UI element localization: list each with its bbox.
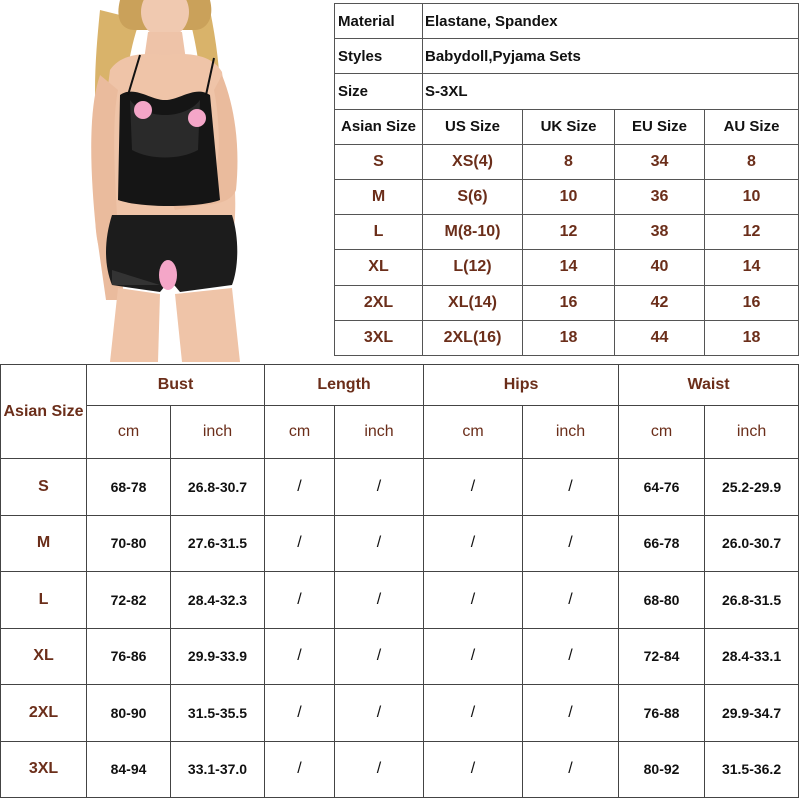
us-size-header: US Size [423, 109, 523, 144]
table-row [1, 685, 799, 742]
eu-size: 42 [615, 285, 705, 320]
size-row [335, 250, 799, 285]
row-size: L [1, 572, 87, 629]
us-size: XS(4) [423, 144, 523, 179]
table-cell: / [335, 628, 424, 685]
table-cell: / [523, 685, 619, 742]
table-cell: 72-84 [619, 628, 705, 685]
material-value: Elastane, Spandex [423, 4, 799, 39]
row-size: 2XL [1, 685, 87, 742]
unit-header: inch [171, 406, 265, 459]
asian-size: 2XL [335, 285, 423, 320]
spec-row-size [335, 74, 799, 109]
table-cell: 29.9-33.9 [171, 628, 265, 685]
size-row [335, 320, 799, 355]
table-cell: / [424, 685, 523, 742]
uk-size: 18 [523, 320, 615, 355]
measurement-rows [1, 459, 799, 798]
table-cell: 68-80 [619, 572, 705, 629]
au-size: 8 [705, 144, 799, 179]
unit-header: cm [87, 406, 171, 459]
table-cell: / [424, 459, 523, 516]
product-photo [0, 0, 334, 362]
table-cell: 33.1-37.0 [171, 741, 265, 798]
table-cell: 76-86 [87, 628, 171, 685]
length-header: Length [265, 365, 424, 406]
table-cell: / [335, 459, 424, 516]
spec-row-styles [335, 39, 799, 74]
au-size-header: AU Size [705, 109, 799, 144]
us-size: L(12) [423, 250, 523, 285]
table-cell: 25.2-29.9 [705, 459, 799, 516]
au-size: 18 [705, 320, 799, 355]
material-label: Material [335, 4, 423, 39]
table-row [1, 741, 799, 798]
table-cell: / [523, 628, 619, 685]
us-size: XL(14) [423, 285, 523, 320]
uk-size: 12 [523, 215, 615, 250]
table-cell: / [265, 741, 335, 798]
au-size: 14 [705, 250, 799, 285]
table-cell: / [424, 741, 523, 798]
styles-value: Babydoll,Pyjama Sets [423, 39, 799, 74]
asian-size: 3XL [335, 320, 423, 355]
size-row [335, 215, 799, 250]
table-row [1, 459, 799, 516]
table-cell: 84-94 [87, 741, 171, 798]
row-size: M [1, 515, 87, 572]
eu-size: 44 [615, 320, 705, 355]
eu-size: 34 [615, 144, 705, 179]
table-row [1, 628, 799, 685]
uk-size: 8 [523, 144, 615, 179]
row-size: XL [1, 628, 87, 685]
us-size: M(8-10) [423, 215, 523, 250]
unit-header-row [1, 406, 799, 459]
uk-size-header: UK Size [523, 109, 615, 144]
table-cell: 31.5-35.5 [171, 685, 265, 742]
table-cell: / [335, 572, 424, 629]
size-row [335, 285, 799, 320]
size-row [335, 144, 799, 179]
spec-table [334, 3, 799, 356]
au-size: 10 [705, 179, 799, 214]
uk-size: 10 [523, 179, 615, 214]
unit-header: inch [705, 406, 799, 459]
table-cell: 26.8-31.5 [705, 572, 799, 629]
unit-header: inch [523, 406, 619, 459]
table-row [1, 515, 799, 572]
uk-size: 16 [523, 285, 615, 320]
au-size: 16 [705, 285, 799, 320]
table-cell: / [265, 515, 335, 572]
eu-size-header: EU Size [615, 109, 705, 144]
au-size: 12 [705, 215, 799, 250]
table-cell: / [523, 741, 619, 798]
table-cell: / [424, 515, 523, 572]
table-cell: / [265, 459, 335, 516]
unit-header: cm [424, 406, 523, 459]
asian-size: S [335, 144, 423, 179]
table-cell: / [265, 572, 335, 629]
table-cell: / [523, 515, 619, 572]
asian-size-header: Asian Size [1, 365, 87, 459]
eu-size: 36 [615, 179, 705, 214]
table-cell: 29.9-34.7 [705, 685, 799, 742]
row-size: 3XL [1, 741, 87, 798]
asian-size: XL [335, 250, 423, 285]
table-cell: 31.5-36.2 [705, 741, 799, 798]
bust-header: Bust [87, 365, 265, 406]
spec-row-material [335, 4, 799, 39]
table-cell: 26.8-30.7 [171, 459, 265, 516]
table-cell: / [265, 685, 335, 742]
table-cell: 80-90 [87, 685, 171, 742]
table-row [1, 572, 799, 629]
table-cell: / [265, 628, 335, 685]
asian-size: L [335, 215, 423, 250]
table-cell: 28.4-33.1 [705, 628, 799, 685]
table-cell: 70-80 [87, 515, 171, 572]
waist-header: Waist [619, 365, 799, 406]
table-cell: / [523, 572, 619, 629]
table-cell: 80-92 [619, 741, 705, 798]
uk-size: 14 [523, 250, 615, 285]
asian-size: M [335, 179, 423, 214]
unit-header: inch [335, 406, 424, 459]
styles-label: Styles [335, 39, 423, 74]
table-cell: 76-88 [619, 685, 705, 742]
table-cell: 66-78 [619, 515, 705, 572]
table-cell: 64-76 [619, 459, 705, 516]
model-illustration [0, 0, 334, 362]
table-cell: / [424, 572, 523, 629]
table-cell: 26.0-30.7 [705, 515, 799, 572]
size-value: S-3XL [423, 74, 799, 109]
table-cell: 28.4-32.3 [171, 572, 265, 629]
unit-header: cm [265, 406, 335, 459]
table-cell: 68-78 [87, 459, 171, 516]
row-size: S [1, 459, 87, 516]
table-cell: / [523, 459, 619, 516]
table-cell: / [424, 628, 523, 685]
us-size: 2XL(16) [423, 320, 523, 355]
unit-header: cm [619, 406, 705, 459]
group-header-row [1, 365, 799, 406]
table-cell: / [335, 515, 424, 572]
us-size: S(6) [423, 179, 523, 214]
hips-header: Hips [424, 365, 619, 406]
eu-size: 38 [615, 215, 705, 250]
table-cell: 27.6-31.5 [171, 515, 265, 572]
size-header-row [335, 109, 799, 144]
measurement-table [0, 364, 799, 798]
size-row [335, 179, 799, 214]
table-cell: 72-82 [87, 572, 171, 629]
table-cell: / [335, 685, 424, 742]
eu-size: 40 [615, 250, 705, 285]
size-label: Size [335, 74, 423, 109]
table-cell: / [335, 741, 424, 798]
asian-size-header: Asian Size [335, 109, 423, 144]
